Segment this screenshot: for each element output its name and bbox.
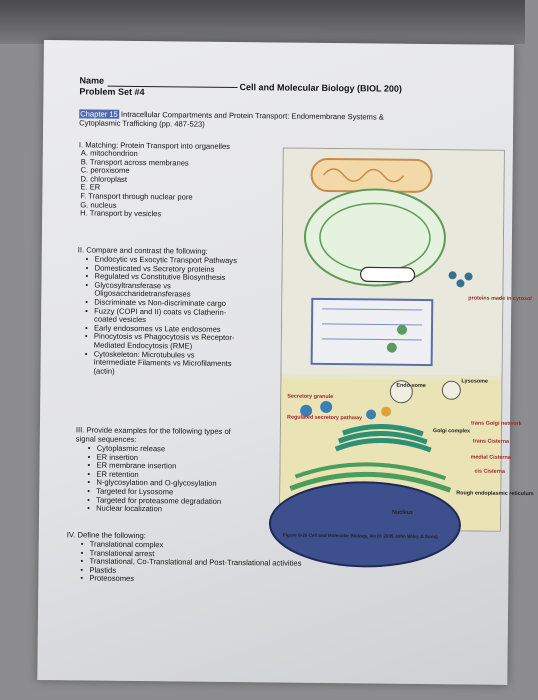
section1-item: G. nucleus: [80, 199, 117, 210]
label-rough-er: Rough endoplasmic reticulum: [456, 490, 534, 498]
section1-item: C. peroxisome: [80, 165, 130, 176]
name-label: Name: [79, 75, 105, 86]
section2-item: • Endocytic vs Exocytic Transport Pathways: [84, 255, 237, 265]
section2-item-cont: (actin): [93, 366, 115, 376]
section2-item: • Fuzzy (COPI and II) coats vs Clatherin-: [83, 307, 236, 317]
nucleus-shape: [270, 481, 461, 567]
section2-item: • Early endosomes vs Late endosomes: [83, 324, 236, 334]
cell-diagram: [280, 149, 504, 531]
label-medial-cisterna: medial Cisterna: [470, 454, 511, 461]
section1-item: B. Transport across membranes: [80, 156, 189, 168]
section2-item: • Glycosyltransferase vs: [83, 281, 236, 291]
section4-item: • Translational complex: [79, 540, 302, 551]
chapter-tag: Chapter 15: [80, 109, 118, 119]
peroxisome-shape: [360, 267, 414, 282]
section4-heading: IV. Define the following:: [66, 530, 146, 541]
label-trans-golgi: trans Golgi network: [470, 420, 522, 428]
label-proteins-made: proteins made in cytosol: [468, 295, 532, 303]
figure-caption: Figure 8-26 Cell and Molecular Biology, 4/e (© 2005 John Wiley & Sons): [282, 532, 438, 540]
label-cis-cisterna: cis Cisterna: [474, 468, 506, 475]
section2-heading: II. Compare and contrast the following:: [77, 245, 208, 256]
label-endosome: Endo-some: [396, 382, 426, 390]
section2-item-cont: Mediated Endocytosis (RME): [93, 340, 193, 351]
section4-item: • Proteosomes: [78, 575, 301, 586]
section2-item: • Pinocytosis vs Phagocytosis vs Receptor-: [83, 333, 236, 343]
lysosome-shape: [442, 381, 460, 399]
section1-item: E. ER: [80, 182, 101, 192]
section2-item: • Regulated vs Constitutive Biosynthesis: [83, 273, 236, 283]
monitor-bezel-shadow: [0, 0, 525, 44]
section3-item: • N-glycosylation and O-glycosylation: [85, 479, 221, 489]
section2-item-cont: Intermediate Filaments vs Microfilaments: [93, 357, 232, 369]
section3-item: • ER retention: [85, 470, 221, 480]
section1-item: D. chloroplast: [80, 174, 128, 184]
section2-item-cont: coated vesicles: [94, 314, 147, 325]
section4-item: • Translational, Co-Translational and Post-Translational activities: [78, 558, 301, 569]
section2-item: • Discriminate vs Non-discriminate cargo: [83, 298, 236, 308]
section1-item: H. Transport by vesicles: [80, 208, 162, 219]
problem-set-title: Problem Set #4: [79, 86, 145, 98]
chapter-title-line1: Intracellular Compartments and Protein Transport: Endomembrane Systems &: [120, 109, 384, 122]
section3-item: • ER membrane insertion: [85, 462, 221, 472]
section3-list: [85, 444, 222, 514]
section1-list: [80, 149, 193, 219]
section3-item: • Targeted for Lysosome: [85, 487, 221, 497]
section3-item: • Targeted for proteasome degradation: [85, 496, 221, 506]
label-lysosome: Lysosome: [461, 378, 488, 385]
document-page: [37, 40, 534, 685]
section1-item: F. Transport through nuclear pore: [80, 191, 193, 202]
section2-list: [82, 255, 236, 377]
chapter-title-line2: Cytoplasmic Trafficking (pp. 487-523): [79, 118, 205, 129]
section4-list: [78, 540, 301, 585]
label-secretory-granule: Secretory granule: [287, 393, 334, 401]
section3-item: • Nuclear localization: [85, 505, 221, 515]
section3-item: • Cytoplasmic release: [86, 444, 222, 454]
section3-item: • ER insertion: [86, 453, 222, 463]
section4-item: • Translational arrest: [79, 549, 302, 560]
section2-item: • Cytoskeleton: Microtubules vs: [83, 350, 236, 360]
section1-item: A. mitochondrion: [80, 148, 138, 158]
section1-heading: I. Matching: Protein Transport into organelles: [78, 140, 231, 151]
section4-item: • Plastids: [78, 566, 301, 577]
course-title: Cell and Molecular Biology (BIOL 200): [239, 82, 402, 94]
label-nucleus: Nucleus: [392, 509, 414, 516]
section3-heading-line1: III. Provide examples for the following types of: [75, 425, 231, 436]
mitochondrion-shape: [311, 159, 431, 192]
section3-heading-line2: signal sequences:: [75, 434, 137, 444]
label-trans-cisterna: trans Cisterna: [472, 438, 510, 445]
label-golgi: Golgi complex: [432, 428, 471, 435]
cell-diagram-figure: [279, 148, 534, 532]
section2-item: • Domesticated vs Secretory proteins: [84, 264, 237, 274]
section2-item-cont: Oligosaccharidetransferases: [94, 288, 191, 299]
label-regulated-pathway: Regulated secretory pathway: [287, 414, 362, 422]
